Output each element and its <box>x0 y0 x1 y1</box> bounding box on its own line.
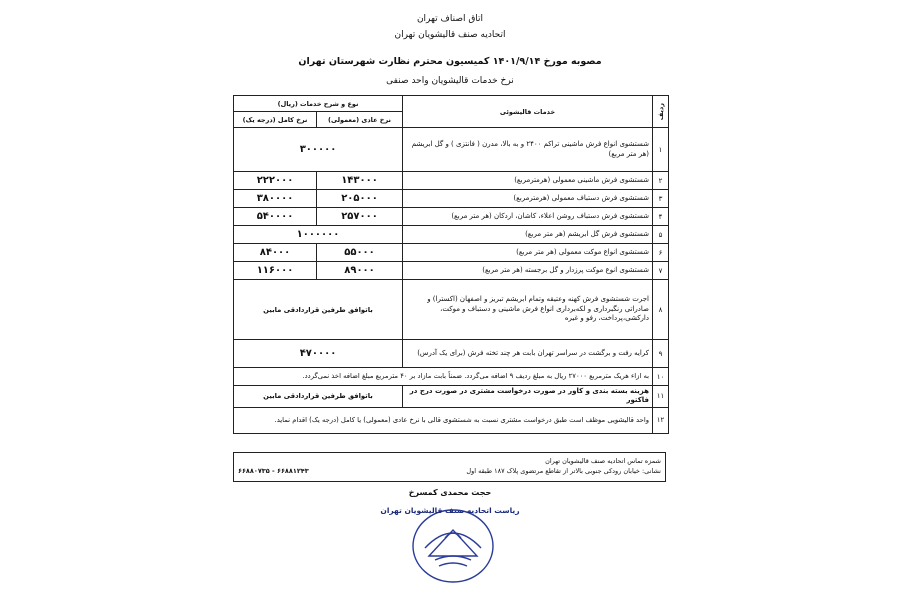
row-price-normal: ۸۹۰۰۰ <box>317 262 403 280</box>
tariff-table <box>233 95 669 434</box>
row-service: شستشوی فرش دستباف معمولی (هرمترمربع) <box>403 190 653 208</box>
row-number: ۶ <box>653 244 669 262</box>
table-row <box>234 208 669 226</box>
table-row <box>234 280 669 340</box>
header-full-rate: نرخ کامل (درجه یک) <box>234 112 317 128</box>
header-subtitle: نرخ خدمات قالیشویان واحد صنفی <box>386 76 514 86</box>
row-service: واحد قالیشویی موظف است طبق درخواست مشتری نسبت به شستشوی قالی با نرخ عادی (معمولی) یا کامل (درجه یک) اقدام نماید. <box>234 407 653 433</box>
footer-phone-label: شمزه تماس اتحادیه صنف قالیشویان تهران <box>545 457 661 465</box>
header-service-group: نوع و شرح خدمات (ریال) <box>234 96 403 112</box>
row-service: شستشوی فرش دستباف روشن اعلاء، کاشان، اردکان (هر متر مربع) <box>403 208 653 226</box>
row-price-full: ۱۱۶۰۰۰ <box>234 262 317 280</box>
header-row-number: ردیف <box>653 96 669 128</box>
header-chamber: اتاق اصناف تهران <box>416 14 484 24</box>
row-service: کرایه رفت و برگشت در سراسر تهران بابت هر چند تخته فرش (برای یک آدرس) <box>403 340 653 368</box>
row-price-merged: ۳۰۰۰۰۰ <box>234 128 403 172</box>
row-price-normal: ۱۴۳۰۰۰ <box>317 172 403 190</box>
row-number: ۷ <box>653 262 669 280</box>
row-price-normal: ۲۰۵۰۰۰ <box>317 190 403 208</box>
row-price-full: ۸۴۰۰۰ <box>234 244 317 262</box>
row-service: شستشوی فرش گل ابریشم (هر متر مربع) <box>403 226 653 244</box>
row-price-merged: باتوافق طرفین قراردادقی مابین <box>234 280 403 340</box>
row-price-normal: ۲۵۷۰۰۰ <box>317 208 403 226</box>
footer-phones: ۶۶۸۸۱۲۴۳ - ۶۶۸۸۰۷۳۵ <box>238 467 309 475</box>
header-normal-rate: نرخ عادی (معمولی) <box>317 112 403 128</box>
signature-title: ریاست اتحادیه صنف قالیشویان تهران <box>380 506 520 515</box>
row-number: ۱ <box>653 128 669 172</box>
table-row <box>234 340 669 368</box>
row-number: ۱۰ <box>653 368 669 386</box>
row-number: ۱۲ <box>653 407 669 433</box>
row-price-merged: ۱۰۰۰۰۰۰ <box>234 226 403 244</box>
table-row <box>234 407 669 433</box>
signature-name: حجت محمدی کمسرخ <box>408 488 492 497</box>
row-price-full: ۲۲۲۰۰۰ <box>234 172 317 190</box>
table-row <box>234 262 669 280</box>
table-row <box>234 190 669 208</box>
row-number: ۵ <box>653 226 669 244</box>
table-row <box>234 226 669 244</box>
row-number: ۱۱ <box>653 386 669 408</box>
row-price-normal: ۵۵۰۰۰ <box>317 244 403 262</box>
row-service: شستشوی انواع موکت معمولی (هر متر مربع) <box>403 244 653 262</box>
row-number: ۸ <box>653 280 669 340</box>
table-row <box>234 244 669 262</box>
footer-contact <box>233 452 666 482</box>
row-service: شستشوی انواع فرش ماشینی تراکم ۲۴۰۰ و به بالا، مدرن ( فانتزی ) و گل ابریشم (هر متر مربع) <box>403 128 653 172</box>
row-number: ۳ <box>653 190 669 208</box>
row-price-merged: ۴۷۰۰۰۰ <box>234 340 403 368</box>
table-row <box>234 172 669 190</box>
row-price-full: ۳۸۰۰۰۰ <box>234 190 317 208</box>
table-row <box>234 386 669 408</box>
row-service: شستشوی فرش ماشینی معمولی (هرمترمربع) <box>403 172 653 190</box>
row-price-full: ۵۴۰۰۰۰ <box>234 208 317 226</box>
table-row <box>234 128 669 172</box>
header-union: اتحادیه صنف قالیشویان تهران <box>394 30 506 40</box>
row-number: ۲ <box>653 172 669 190</box>
table-row <box>234 368 669 386</box>
header-resolution: مصوبه مورخ ۱۴۰۱/۹/۱۴ کمیسیون محترم نظارت شهرستان تهران <box>298 56 602 67</box>
row-service: هزینه بسته بندی و کاور در صورت درخواست مشتری در صورت درج در فاکتور <box>403 386 653 408</box>
row-number: ۴ <box>653 208 669 226</box>
row-service: به ازاء هریک مترمربع ۲۷۰۰۰ ریال به مبلغ ردیف ۹ اضافه می‌گردد. ضمناً بابت مازاد بر ۴۰ مترمربع مبلغ اضافه اخذ نمی‌گردد. <box>234 368 653 386</box>
footer-address: نشانی: خیابان رودکی جنوبی بالاتر از تقاطع مرتضوی پلاک ۱۸۷ طبقه اول <box>466 467 661 475</box>
row-service: شستشوی انوع موکت پرزدار و گل برجسته (هر متر مربع) <box>403 262 653 280</box>
header-service: خدمات قالیشوئی <box>403 96 653 128</box>
row-number: ۹ <box>653 340 669 368</box>
row-price-merged: باتوافق طرفین قراردادقی مابین <box>234 386 403 408</box>
row-service: اجرت شستشوی فرش کهنه وعتیقه وتمام ابریشم تبریز و اصفهان (اکسترا) و صادراتی رنگبرداری و لکه‌برداری انواع فرش ماشینی و دستباف و موکت، دارکشی،پرداخت، رفو و غیره <box>403 280 653 340</box>
